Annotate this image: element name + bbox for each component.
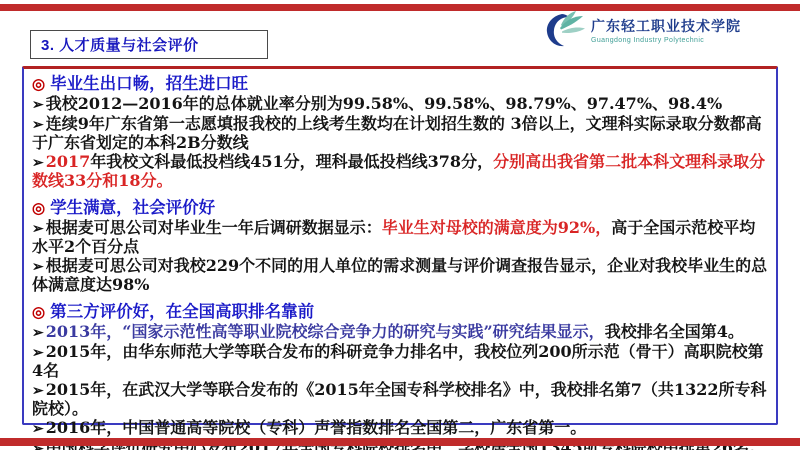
section-title: 毕业生出口畅，招生进口旺 bbox=[50, 75, 249, 93]
section-1 bbox=[32, 74, 768, 190]
arrow-bullet-icon: ➢ bbox=[32, 221, 44, 237]
bullet-item bbox=[32, 323, 768, 342]
text-segment: 2015年，在武汉大学等联合发布的《2015年全国专科学校排名》中，我校排名第7（共1322所专科院校）。 bbox=[32, 380, 767, 418]
content-box bbox=[22, 66, 778, 437]
arrow-bullet-icon: ➢ bbox=[32, 383, 44, 399]
slide-title-box bbox=[30, 30, 268, 59]
text-segment: 2016年，中国普通高等院校（专科）声誉指数排名全国第二，广东省第一。 bbox=[45, 418, 587, 437]
arrow-bullet-icon: ➢ bbox=[32, 117, 44, 133]
logo-name-cn: 广东轻工职业技术学院 bbox=[591, 19, 741, 35]
slide-title: 3. 人才质量与社会评价 bbox=[41, 37, 199, 54]
section-3 bbox=[32, 302, 768, 450]
content-sections bbox=[32, 74, 768, 450]
text-segment: 年我校文科最低投档线451分，理科最低投档线378分， bbox=[90, 152, 494, 171]
arrow-bullet-icon: ➢ bbox=[32, 155, 44, 171]
text-segment: 根据麦可思公司对我校229个不同的用人单位的需求测量与评价调查报告显示，企业对我校毕业生的总体满意度达98% bbox=[32, 256, 768, 294]
bullseye-icon: ◎ bbox=[32, 304, 46, 321]
bullet-item bbox=[32, 219, 768, 256]
section-header bbox=[32, 302, 768, 323]
text-segment: 根据麦可思公司对毕业生一年后调研数据显示： bbox=[45, 218, 382, 237]
text-segment: 2015年，由华东师范大学等联合发布的科研竞争力排名中，我校位列200所示范（骨干）高职院校第4名 bbox=[32, 342, 764, 380]
arrow-bullet-icon: ➢ bbox=[32, 421, 44, 437]
text-segment: 毕业生对母校的满意度为92%， bbox=[381, 218, 612, 237]
section-2 bbox=[32, 198, 768, 294]
text-segment: 2017 bbox=[45, 152, 91, 171]
bullet-item bbox=[32, 257, 768, 294]
bullseye-icon: ◎ bbox=[32, 200, 46, 217]
bullet-item bbox=[32, 381, 768, 418]
logo-name-en: Guangdong Industry Polytechnic bbox=[591, 37, 705, 44]
section-header bbox=[32, 198, 768, 219]
text-segment: 2013年，“国家示范性高等职业院校综合竞争力的研究与实践”研究结果显示， bbox=[45, 322, 605, 341]
bullet-item bbox=[32, 153, 768, 190]
section-title: 学生满意，社会评价好 bbox=[50, 199, 216, 217]
section-header bbox=[32, 74, 768, 95]
bullet-item bbox=[32, 115, 768, 152]
logo-text bbox=[591, 16, 741, 44]
bullseye-icon: ◎ bbox=[32, 76, 46, 93]
arrow-bullet-icon: ➢ bbox=[32, 97, 44, 113]
section-title: 第三方评价好，在全国高职排名靠前 bbox=[50, 303, 315, 321]
text-segment: 分别高出我省第二批本科文理科录取分数线33分和18分。 bbox=[32, 152, 766, 190]
bullet-item bbox=[32, 95, 768, 114]
text-segment: 高于全国示范校平均水平2个百分点 bbox=[32, 218, 756, 256]
bottom-red-bar bbox=[0, 438, 800, 446]
bullet-item bbox=[32, 419, 768, 438]
bullet-item bbox=[32, 343, 768, 380]
arrow-bullet-icon: ➢ bbox=[32, 259, 44, 275]
text-segment: 我校排名全国第4。 bbox=[604, 322, 744, 341]
arrow-bullet-icon: ➢ bbox=[32, 325, 44, 341]
logo-swoosh-icon bbox=[540, 10, 586, 50]
school-logo bbox=[540, 8, 741, 52]
text-segment: 我校2012—2016年的总体就业率分别为99.58%、99.58%、98.79%、97.47%、98.4% bbox=[45, 94, 723, 113]
text-segment: 连续9年广东省第一志愿填报我校的上线考生数均在计划招生数的 3倍以上，文理科实际录取分数都高于广东省划定的本科2B分数线 bbox=[32, 114, 762, 152]
arrow-bullet-icon: ➢ bbox=[32, 345, 44, 361]
